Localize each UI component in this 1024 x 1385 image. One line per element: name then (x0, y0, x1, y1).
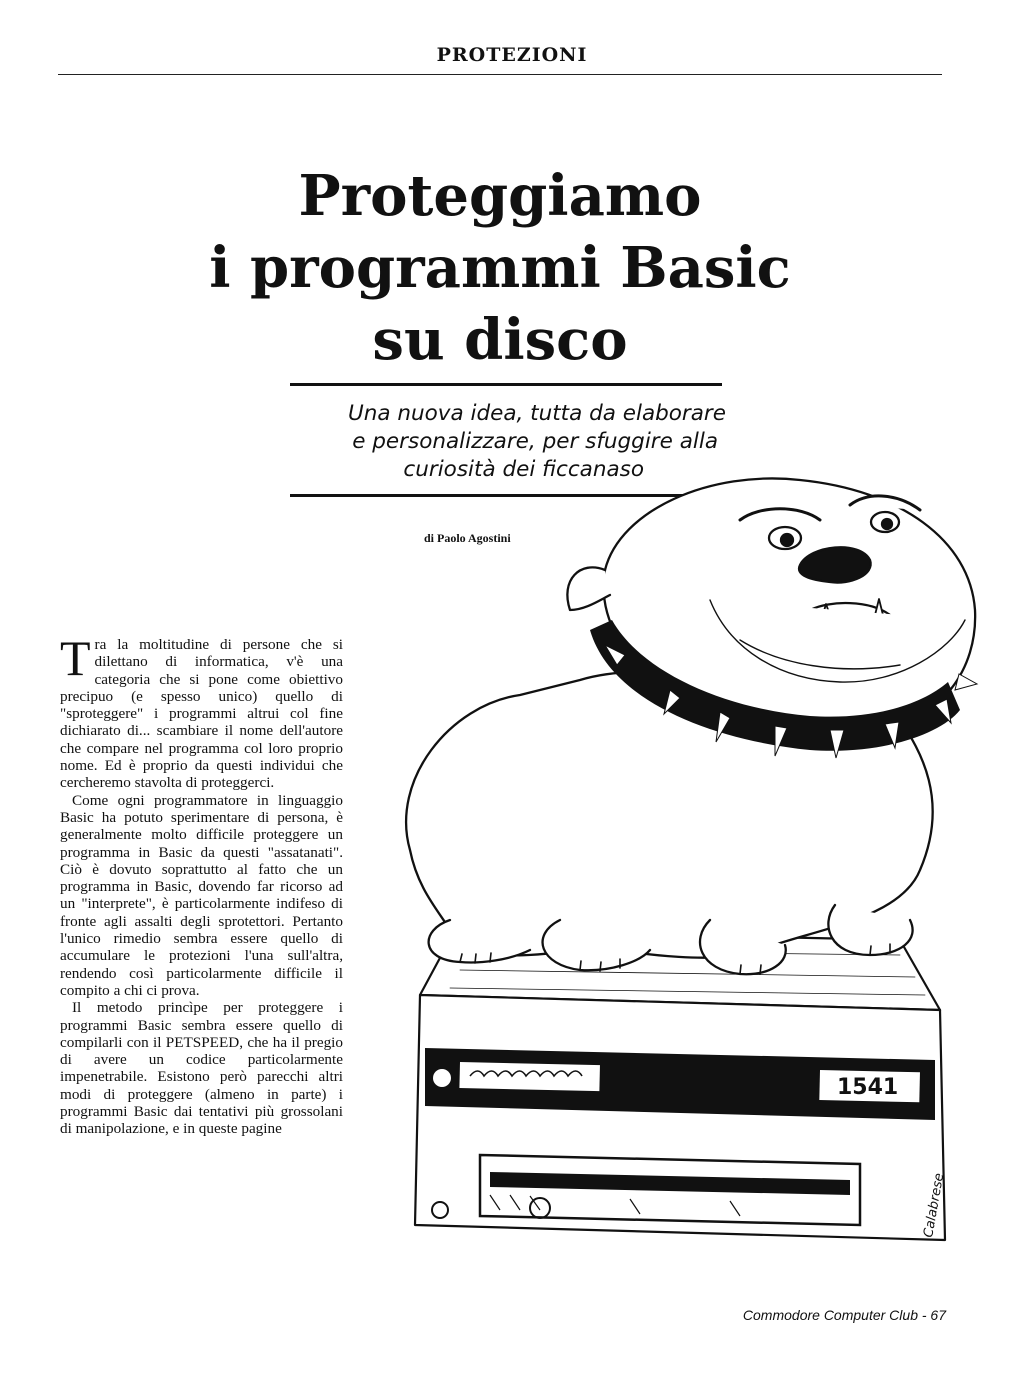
bulldog-ear (567, 567, 610, 610)
artist-signature: Calabrese (921, 1172, 948, 1239)
disk-slot (432, 1155, 860, 1225)
title-line: Proteggiamo (298, 163, 702, 229)
page-footer: Commodore Computer Club - 67 (742, 1307, 946, 1323)
dropcap-letter: T (60, 630, 91, 686)
drive-model-label: 1541 (837, 1075, 899, 1100)
article-body (60, 630, 343, 1138)
title-line: i programmi Basic (209, 235, 791, 301)
subtitle-line: e personalizzare, per sfuggire alla (352, 429, 718, 454)
byline: di Paolo Agostini (424, 531, 511, 545)
subtitle-line: Una nuova idea, tutta da elaborare (347, 401, 726, 426)
bulldog-disk-drive-illustration (380, 450, 980, 1280)
article-paragraph: Il metodo princìpe per proteggere i programmi Basic sembra essere quello di compilarli con il PETSPEED, che ha il pregio di avere un codice particolarmente impenetrabile. Esistono però parecchi altri modi di proteggere (almeno in parte) i programmi Basic dai tentativi più grossolani di manipolazione, e in queste pagine (60, 999, 343, 1138)
article-paragraph: Come ogni programmatore in linguaggio Basic ha potuto sperimentare di persona, è generalmente molto difficile proteggere un programma in Basic da questi "assatanati". Ciò è dovuto soprattutto al fatto che un programma in Basic, dovendo far ricorso ad un "interprete", è particolarmente indifeso di fronte agli assalti degli sprotettori. Pertanto l'unico rimedio sembra essere quello di accumulare le protezioni l'una sull'altra, rendendo così particolarmente difficile il compito a chi ci prova. (60, 791, 343, 999)
title-line: su disco (372, 307, 628, 373)
header-rule (58, 74, 942, 75)
section-label: PROTEZIONI (436, 44, 588, 66)
article-title (0, 160, 1000, 376)
paragraph-text: ra la moltitudine di persone che si dilettano di informatica, v'è una categoria che si pone come obiettivo precipuo (e spesso unico) quello di "sproteggere" i programmi altrui col fine dichiarato di... scambiare il nome dell'autore che compare nel programma col loro proprio nome. Ed è proprio da questi individui che cercheremo stavolta di proteggerci. (60, 636, 343, 792)
article-paragraph (60, 630, 343, 792)
subtitle-line: curiosità dei ficcanaso (403, 457, 644, 482)
subtitle-rule-top (290, 383, 722, 386)
